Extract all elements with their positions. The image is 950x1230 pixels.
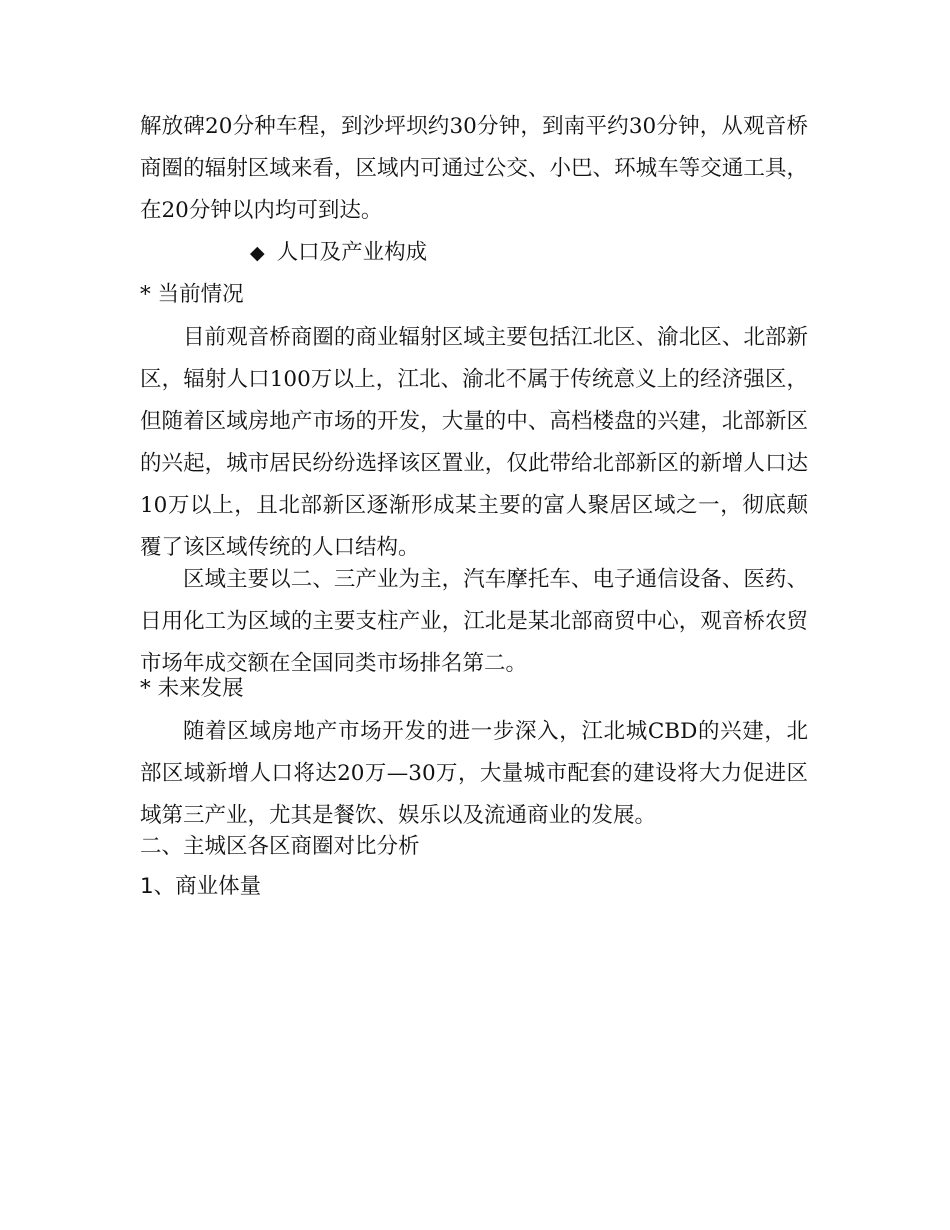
paragraph-intro: 解放碑20分种车程，到沙坪坝约30分钟，到南平约30分钟，从观音桥商圈的辐射区域来看，区域内可通过公交、小巴、环城车等交通工具，在20分钟以内均可到达。	[140, 114, 808, 223]
paragraph-current-population: 目前观音桥商圈的商业辐射区域主要包括江北区、渝北区、北部新区，辐射人口100万以上，江北、渝北不属于传统意义上的经济强区，但随着区域房地产市场的开发，大量的中、高档楼盘的兴建，北部新区的兴起，城市居民纷纷选择该区置业，仅此带给北部新区的新增人口达10万以上，且北部新区逐渐形成某主要的富人聚居区域之一，彻底颠覆了该区域传统的人口结构。	[140, 325, 808, 560]
section-bullet-label: 人口及产业构成	[276, 240, 428, 265]
paragraph-future: 随着区域房地产市场开发的进一步深入，江北城CBD的兴建，北部区域新增人口将达20万—30万，大量城市配套的建设将大力促进区域第三产业，尤其是餐饮、娱乐以及流通商业的发展。	[140, 719, 808, 828]
paragraph-current-industry: 区域主要以二、三产业为主，汽车摩托车、电子通信设备、医药、日用化工为区域的主要支柱产业，江北是某北部商贸中心，观音桥农贸市场年成交额在全国同类市场排名第二。	[140, 567, 808, 676]
section-two-heading: 二、主城区各区商圈对比分析	[140, 834, 420, 859]
subhead-future: * 未来发展	[140, 676, 244, 701]
subsection-one-heading: 1、商业体量	[140, 874, 262, 899]
section-bullet	[250, 232, 427, 274]
diamond-bullet-icon: ◆	[250, 242, 265, 264]
subhead-current: * 当前情况	[140, 282, 244, 307]
